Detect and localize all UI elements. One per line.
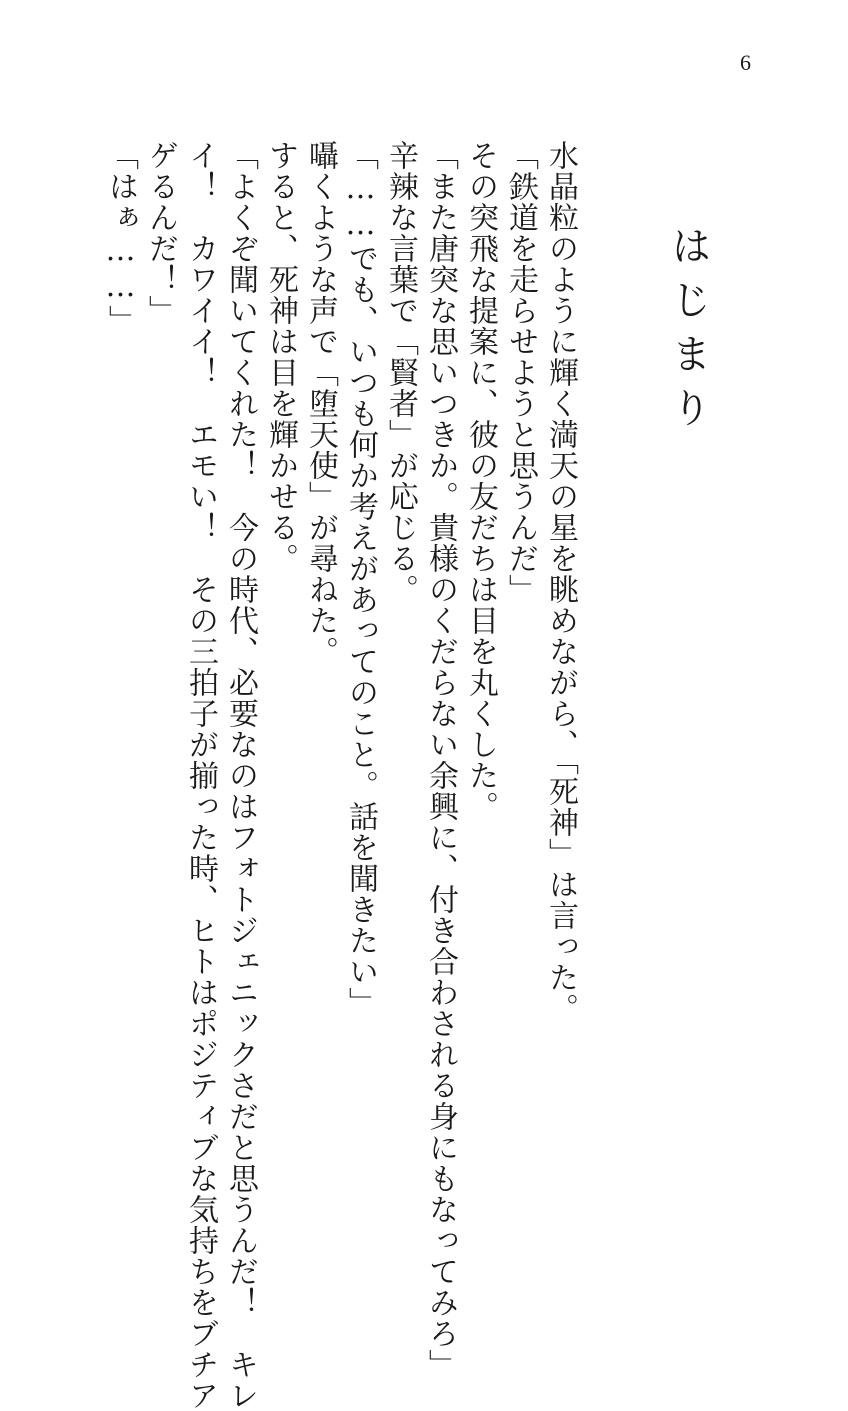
chapter-title: はじまり (665, 225, 711, 441)
text-line: 「鉄道を走らせようと思うんだ」 (503, 140, 538, 605)
text-line: 「はぁ……」 (103, 140, 138, 336)
text-line: イ！ カワイイ！ エモい！ その三拍子が揃った時、ヒトはポジティブな気持ちをブチア (183, 140, 218, 1411)
text-line: 「……でも、いつも何か考えがあってのこと。話を聞きたい」 (343, 140, 378, 1018)
text-line: 「よくぞ聞いてくれた！ 今の時代、必要なのはフォトジェニックさだと思うんだ！ キレ (223, 140, 258, 1411)
text-line: 辛辣な言葉で「賢者」が応じる。 (383, 140, 418, 605)
text-line: 「また唐突な思いつきか。貴様のくだらない余興に、付き合わされる身にもなってみろ」 (423, 140, 458, 1380)
text-line: すると、死神は目を輝かせる。 (263, 140, 298, 574)
text-line: 囁くような声で「堕天使」が尋ねた。 (303, 140, 338, 667)
text-line: ゲるんだ！」 (143, 140, 178, 326)
text-line: その突飛な提案に、彼の友だちは目を丸くした。 (463, 140, 498, 822)
text-line: 水晶粒のように輝く満天の星を眺めながら、「死神」は言った。 (543, 140, 578, 1024)
page-number: 6 (740, 50, 751, 75)
